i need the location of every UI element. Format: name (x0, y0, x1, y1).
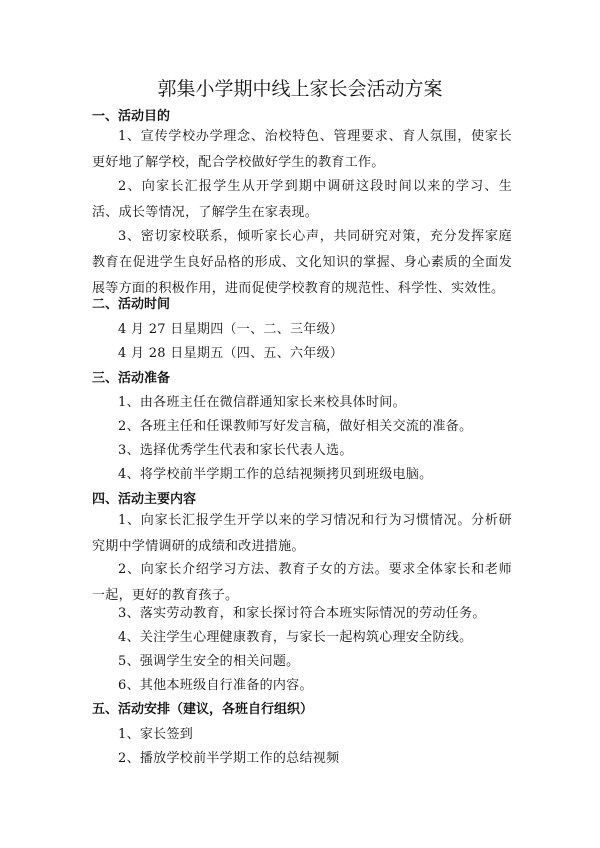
purpose-paragraph-3: 3、密切家校联系，倾听家长心声，共同研究对策，充分发挥家庭教育在促进学生良好品格的形成、文化知识的掌握、身心素质的全面发展等方面的积极作用，进而促使学校教育的规范性、科学性、实效性。 (92, 229, 512, 296)
time-item-1: 4 月 27 日星期四（一、二、三年级） (118, 322, 344, 337)
arrangement-item-1: 1、家长签到 (118, 727, 194, 742)
purpose-paragraph-1: 1、宣传学校办学理念、治校特色、管理要求、育人氛围，使家长更好地了解学校，配合学校做好学生的教育工作。 (92, 129, 512, 170)
content-paragraph-1: 1、向家长汇报学生开学以来的学习情况和行为习惯情况。分析研究期中学情调研的成绩和改进措施。 (92, 513, 512, 554)
section-heading-content: 四、活动主要内容 (92, 492, 197, 507)
section-heading-preparation: 三、活动准备 (92, 371, 171, 386)
content-item-5: 5、强调学生安全的相关问题。 (118, 654, 300, 669)
content-item-6: 6、其他本班级自行准备的内容。 (118, 678, 313, 693)
section-heading-purpose: 一、活动目的 (92, 109, 171, 124)
content-paragraph-2: 2、向家长介绍学习方法、教育子女的方法。要求全体家长和老师一起，更好的教育孩子。 (92, 562, 512, 603)
preparation-item-2: 2、各班主任和任课教师写好发言稿，做好相关交流的准备。 (118, 419, 473, 434)
preparation-item-1: 1、由各班主任在微信群通知家长来校具体时间。 (118, 395, 406, 410)
preparation-item-4: 4、将学校前半学期工作的总结视频拷贝到班级电脑。 (118, 467, 433, 482)
document-title: 郭集小学期中线上家长会活动方案 (157, 78, 443, 100)
content-item-3: 3、落实劳动教育，和家长探讨符合本班实际情况的劳动任务。 (118, 606, 486, 621)
preparation-item-3: 3、选择优秀学生代表和家长代表人选。 (118, 443, 353, 458)
arrangement-item-2: 2、播放学校前半学期工作的总结视频 (118, 751, 340, 766)
content-item-4: 4、关注学生心理健康教育，与家长一起构筑心理安全防线。 (118, 630, 473, 645)
time-item-2: 4 月 28 日星期五（四、五、六年级） (118, 346, 344, 361)
purpose-paragraph-2: 2、向家长汇报学生从开学到期中调研这段时间以来的学习、生活、成长等情况，了解学生在家表现。 (92, 179, 512, 220)
section-heading-time: 二、活动时间 (92, 297, 171, 312)
section-heading-arrangement: 五、活动安排（建议，各班自行组织） (92, 702, 314, 717)
